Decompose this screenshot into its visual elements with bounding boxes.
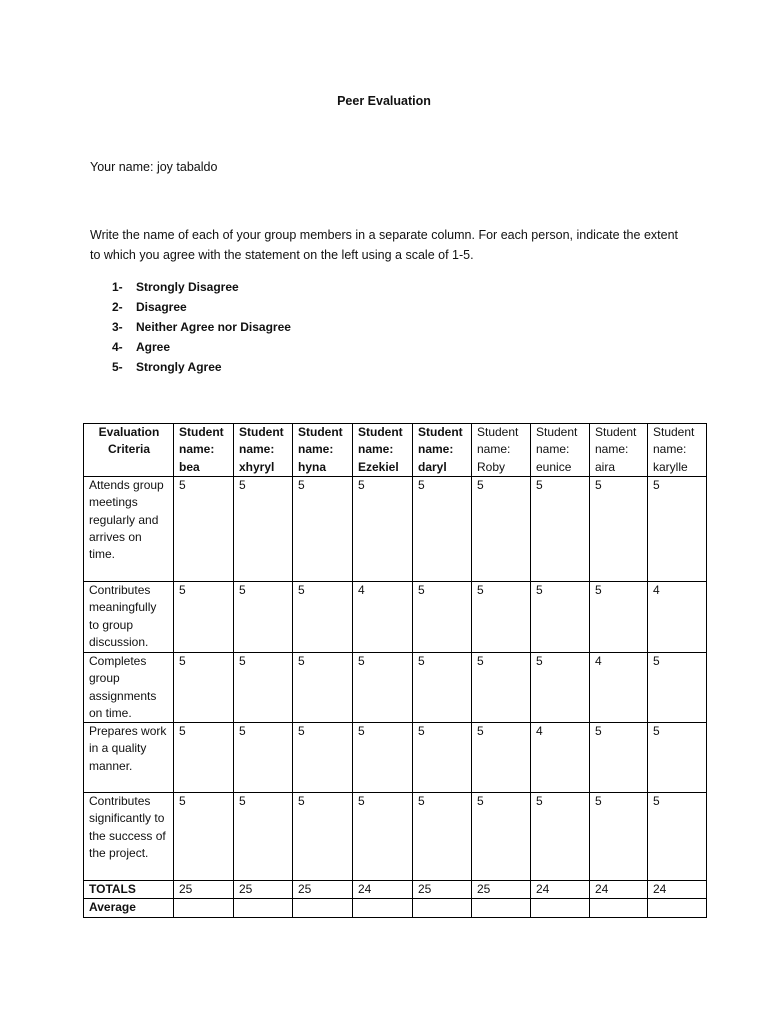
student-column-header xyxy=(293,424,353,477)
score-cell: 5 xyxy=(472,582,531,653)
score-cell: 5 xyxy=(174,477,234,582)
table-row xyxy=(84,793,707,881)
student-column-header xyxy=(648,424,707,477)
student-column-header xyxy=(590,424,648,477)
average-label: Average xyxy=(84,899,174,917)
scale-label: Neither Agree nor Disagree xyxy=(136,320,291,334)
student-prefix: Student name: xyxy=(239,425,284,457)
criterion-cell: Attends group meetings regularly and arrives on time. xyxy=(84,477,174,582)
average-cell xyxy=(353,899,413,917)
score-cell: 5 xyxy=(353,477,413,582)
table-row xyxy=(84,653,707,723)
student-name: Ezekiel xyxy=(358,459,399,474)
score-cell: 5 xyxy=(174,582,234,653)
scale-item xyxy=(112,277,291,297)
score-cell: 5 xyxy=(590,723,648,793)
criterion-cell: Contributes significantly to the success of the project. xyxy=(84,793,174,881)
score-cell: 5 xyxy=(413,723,472,793)
total-cell: 25 xyxy=(413,881,472,899)
score-cell: 5 xyxy=(590,582,648,653)
total-cell: 24 xyxy=(648,881,707,899)
score-cell: 5 xyxy=(472,793,531,881)
total-cell: 25 xyxy=(472,881,531,899)
student-name: xhyryl xyxy=(239,459,275,474)
criterion-cell: Prepares work in a quality manner. xyxy=(84,723,174,793)
total-cell: 24 xyxy=(353,881,413,899)
average-cell xyxy=(293,899,353,917)
score-cell: 5 xyxy=(174,653,234,723)
average-cell xyxy=(174,899,234,917)
average-cell xyxy=(234,899,293,917)
score-cell: 4 xyxy=(648,582,707,653)
student-name: aira xyxy=(595,459,616,474)
student-name: eunice xyxy=(536,459,572,474)
score-cell: 4 xyxy=(531,723,590,793)
score-cell: 5 xyxy=(293,582,353,653)
student-prefix: Student name: xyxy=(595,425,637,457)
score-cell: 5 xyxy=(648,477,707,582)
score-cell: 5 xyxy=(590,477,648,582)
score-cell: 5 xyxy=(353,653,413,723)
scale-item xyxy=(112,317,291,337)
evaluator-name: Your name: joy tabaldo xyxy=(90,160,218,174)
totals-row xyxy=(84,881,707,899)
score-cell: 5 xyxy=(353,723,413,793)
score-cell: 5 xyxy=(234,582,293,653)
student-column-header xyxy=(472,424,531,477)
scale-item xyxy=(112,357,291,377)
score-cell: 5 xyxy=(531,477,590,582)
scale-number: 4- xyxy=(112,340,123,354)
table-row xyxy=(84,477,707,582)
total-cell: 25 xyxy=(234,881,293,899)
student-name: hyna xyxy=(298,459,327,474)
student-prefix: Student name: xyxy=(298,425,343,457)
student-column-header xyxy=(413,424,472,477)
student-name: karylle xyxy=(653,459,688,474)
total-cell: 25 xyxy=(293,881,353,899)
score-cell: 5 xyxy=(293,723,353,793)
total-cell: 24 xyxy=(531,881,590,899)
student-column-header xyxy=(174,424,234,477)
score-cell: 5 xyxy=(234,653,293,723)
student-column-header xyxy=(531,424,590,477)
score-cell: 4 xyxy=(353,582,413,653)
scale-number: 2- xyxy=(112,300,123,314)
score-cell: 5 xyxy=(590,793,648,881)
average-cell xyxy=(531,899,590,917)
score-cell: 5 xyxy=(234,723,293,793)
score-cell: 5 xyxy=(472,477,531,582)
score-cell: 5 xyxy=(413,653,472,723)
student-prefix: Student name: xyxy=(418,425,463,457)
score-cell: 5 xyxy=(413,582,472,653)
rating-scale-list xyxy=(112,277,291,377)
criterion-cell: Completes group assignments on time. xyxy=(84,653,174,723)
score-cell: 5 xyxy=(531,653,590,723)
average-cell xyxy=(472,899,531,917)
student-name: daryl xyxy=(418,459,447,474)
score-cell: 5 xyxy=(234,793,293,881)
score-cell: 5 xyxy=(293,653,353,723)
total-cell: 25 xyxy=(174,881,234,899)
score-cell: 5 xyxy=(531,793,590,881)
average-cell xyxy=(413,899,472,917)
scale-label: Strongly Agree xyxy=(136,360,222,374)
criteria-column-header: Evaluation Criteria xyxy=(84,424,174,477)
student-prefix: Student name: xyxy=(536,425,578,457)
score-cell: 5 xyxy=(413,477,472,582)
average-row xyxy=(84,899,707,917)
student-column-header xyxy=(353,424,413,477)
scale-item xyxy=(112,297,291,317)
scale-number: 1- xyxy=(112,280,123,294)
average-cell xyxy=(590,899,648,917)
student-prefix: Student name: xyxy=(653,425,695,457)
totals-label: TOTALS xyxy=(84,881,174,899)
total-cell: 24 xyxy=(590,881,648,899)
score-cell: 5 xyxy=(293,793,353,881)
table-header-row xyxy=(84,424,707,477)
page-title: Peer Evaluation xyxy=(337,94,431,108)
score-cell: 5 xyxy=(648,723,707,793)
score-cell: 5 xyxy=(174,723,234,793)
scale-label: Disagree xyxy=(136,300,187,314)
score-cell: 5 xyxy=(648,793,707,881)
score-cell: 5 xyxy=(353,793,413,881)
score-cell: 5 xyxy=(234,477,293,582)
student-column-header xyxy=(234,424,293,477)
score-cell: 5 xyxy=(293,477,353,582)
scale-label: Agree xyxy=(136,340,171,354)
student-prefix: Student name: xyxy=(477,425,519,457)
student-prefix: Student name: xyxy=(358,425,403,457)
student-name: bea xyxy=(179,459,200,474)
scale-label: Strongly Disagree xyxy=(136,280,239,294)
table-row xyxy=(84,723,707,793)
average-cell xyxy=(648,899,707,917)
score-cell: 5 xyxy=(648,653,707,723)
scale-number: 3- xyxy=(112,320,123,334)
student-prefix: Student name: xyxy=(179,425,224,457)
score-cell: 4 xyxy=(590,653,648,723)
score-cell: 5 xyxy=(472,653,531,723)
scale-item xyxy=(112,337,291,357)
evaluation-table xyxy=(83,423,707,918)
student-name: Roby xyxy=(477,459,506,474)
criterion-cell: Contributes meaningfully to group discussion. xyxy=(84,582,174,653)
score-cell: 5 xyxy=(531,582,590,653)
score-cell: 5 xyxy=(413,793,472,881)
instructions-paragraph: Write the name of each of your group members in a separate column. For each person, indicate the extent to which you agree with the statement on the left using a scale of 1-5. xyxy=(90,228,678,262)
scale-number: 5- xyxy=(112,360,123,374)
table-row xyxy=(84,582,707,653)
score-cell: 5 xyxy=(472,723,531,793)
score-cell: 5 xyxy=(174,793,234,881)
